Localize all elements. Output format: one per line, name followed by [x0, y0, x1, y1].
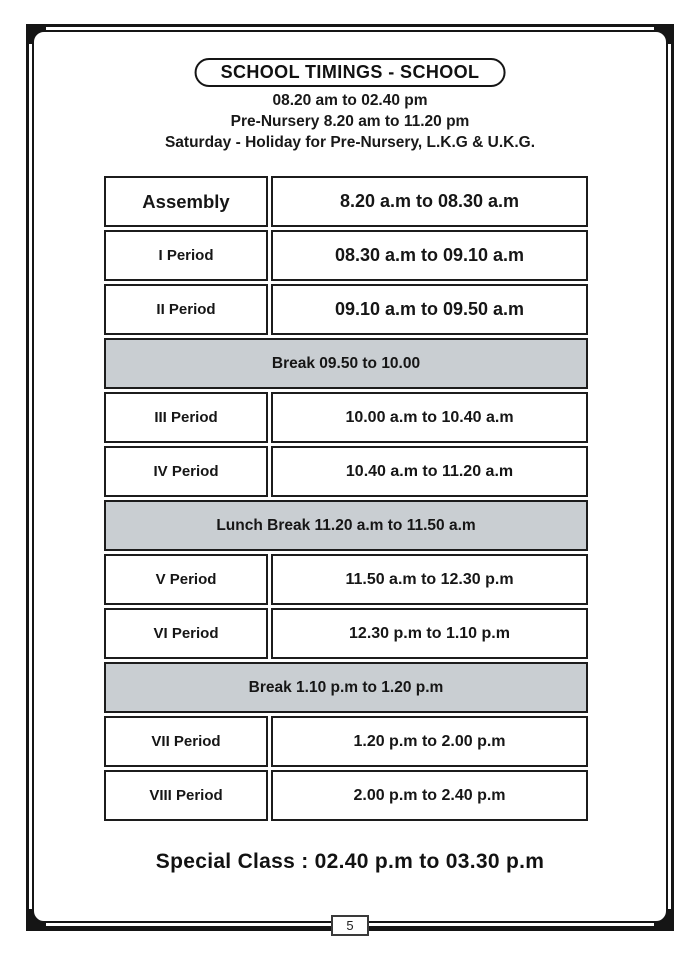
period-label-cell: V Period [104, 554, 268, 605]
break-label-cell: Break 1.10 p.m to 1.20 p.m [104, 662, 588, 713]
timetable-row [104, 230, 588, 281]
period-time-cell: 08.30 a.m to 09.10 a.m [271, 230, 588, 281]
timing-summary-block [34, 90, 666, 153]
break-label-cell: Break 09.50 to 10.00 [104, 338, 588, 389]
period-time-cell: 11.50 a.m to 12.30 p.m [271, 554, 588, 605]
break-row [104, 500, 588, 551]
period-label-cell: II Period [104, 284, 268, 335]
period-label-cell: VIII Period [104, 770, 268, 821]
timetable-row [104, 716, 588, 767]
break-row [104, 662, 588, 713]
period-time-cell: 1.20 p.m to 2.00 p.m [271, 716, 588, 767]
period-label-cell: VII Period [104, 716, 268, 767]
timetable-row [104, 176, 588, 227]
timetable-row [104, 446, 588, 497]
school-timing-line: 08.20 am to 02.40 pm [272, 92, 428, 109]
period-time-cell: 12.30 p.m to 1.10 p.m [271, 608, 588, 659]
period-time-cell: 10.40 a.m to 11.20 a.m [271, 446, 588, 497]
period-label-cell: IV Period [104, 446, 268, 497]
timetable-row [104, 608, 588, 659]
period-time-cell: 10.00 a.m to 10.40 a.m [271, 392, 588, 443]
timetable-row [104, 284, 588, 335]
period-time-cell: 09.10 a.m to 09.50 a.m [271, 284, 588, 335]
saturday-holiday-note: Saturday - Holiday for Pre-Nursery, L.K.G & U.K.G. [164, 134, 536, 151]
period-label-cell: III Period [104, 392, 268, 443]
timetable-row [104, 392, 588, 443]
page-title [195, 58, 506, 87]
page-title-text: SCHOOL TIMINGS - SCHOOL [220, 62, 480, 82]
timetable-row [104, 770, 588, 821]
content-panel [32, 30, 668, 923]
break-row [104, 338, 588, 389]
special-class-note: Special Class : 02.40 p.m to 03.30 p.m [155, 850, 545, 873]
period-label-cell: VI Period [104, 608, 268, 659]
timetable [101, 173, 591, 824]
period-label-cell: I Period [104, 230, 268, 281]
period-label-cell: Assembly [104, 176, 268, 227]
period-time-cell: 8.20 a.m to 08.30 a.m [271, 176, 588, 227]
timetable-row [104, 554, 588, 605]
pre-nursery-timing-line: Pre-Nursery 8.20 am to 11.20 pm [230, 113, 470, 130]
period-time-cell: 2.00 p.m to 2.40 p.m [271, 770, 588, 821]
page-number-badge [331, 915, 369, 936]
decorative-frame [26, 24, 674, 931]
break-label-cell: Lunch Break 11.20 a.m to 11.50 a.m [104, 500, 588, 551]
page-number-text: 5 [346, 918, 354, 933]
